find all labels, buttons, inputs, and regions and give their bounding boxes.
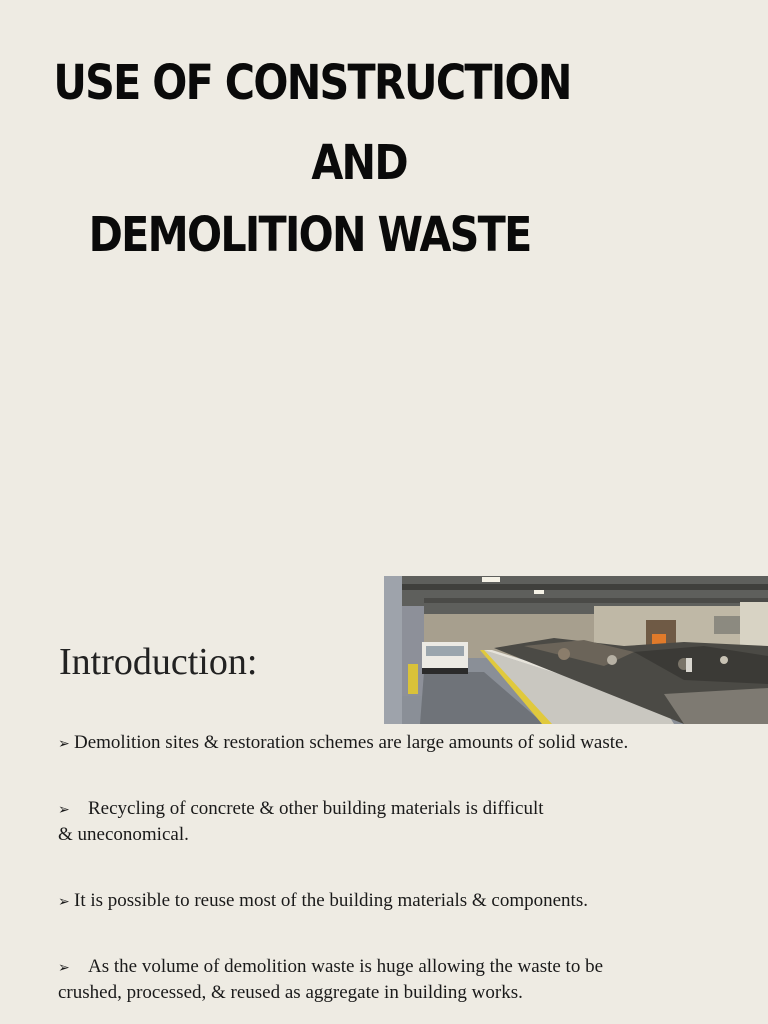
title-line-3: DEMOLITION WASTE — [88, 207, 531, 263]
bullet-text: It is possible to reuse most of the building materials & components. — [74, 890, 588, 911]
bullet-text: Recycling of concrete & other building materials is difficult — [88, 798, 544, 819]
bullet-item — [58, 888, 738, 915]
bullet-continuation — [58, 980, 738, 1006]
arrow-bullet-icon: ➢ — [58, 802, 70, 818]
bullet-text: crushed, processed, & reused as aggregate in building works. — [58, 982, 523, 1003]
bullet-item — [58, 730, 738, 757]
bullet-text: & uneconomical. — [58, 824, 189, 845]
title-line-1: USE OF CONSTRUCTION — [53, 55, 571, 111]
title-line-2: AND — [311, 135, 407, 191]
bullet-text: Demolition sites & restoration schemes are large amounts of solid waste. — [74, 732, 629, 753]
bullet-item — [58, 796, 738, 823]
bullet-text: As the volume of demolition waste is huge allowing the waste to be — [88, 956, 604, 977]
intro-heading: Introduction: — [59, 641, 258, 683]
arrow-bullet-icon: ➢ — [58, 736, 70, 752]
bullet-item — [58, 954, 738, 981]
arrow-bullet-icon: ➢ — [58, 960, 70, 976]
waste-facility-photo — [384, 576, 768, 724]
arrow-bullet-icon: ➢ — [58, 894, 70, 910]
waste-facility-illustration — [384, 576, 768, 724]
bullet-continuation — [58, 822, 738, 848]
